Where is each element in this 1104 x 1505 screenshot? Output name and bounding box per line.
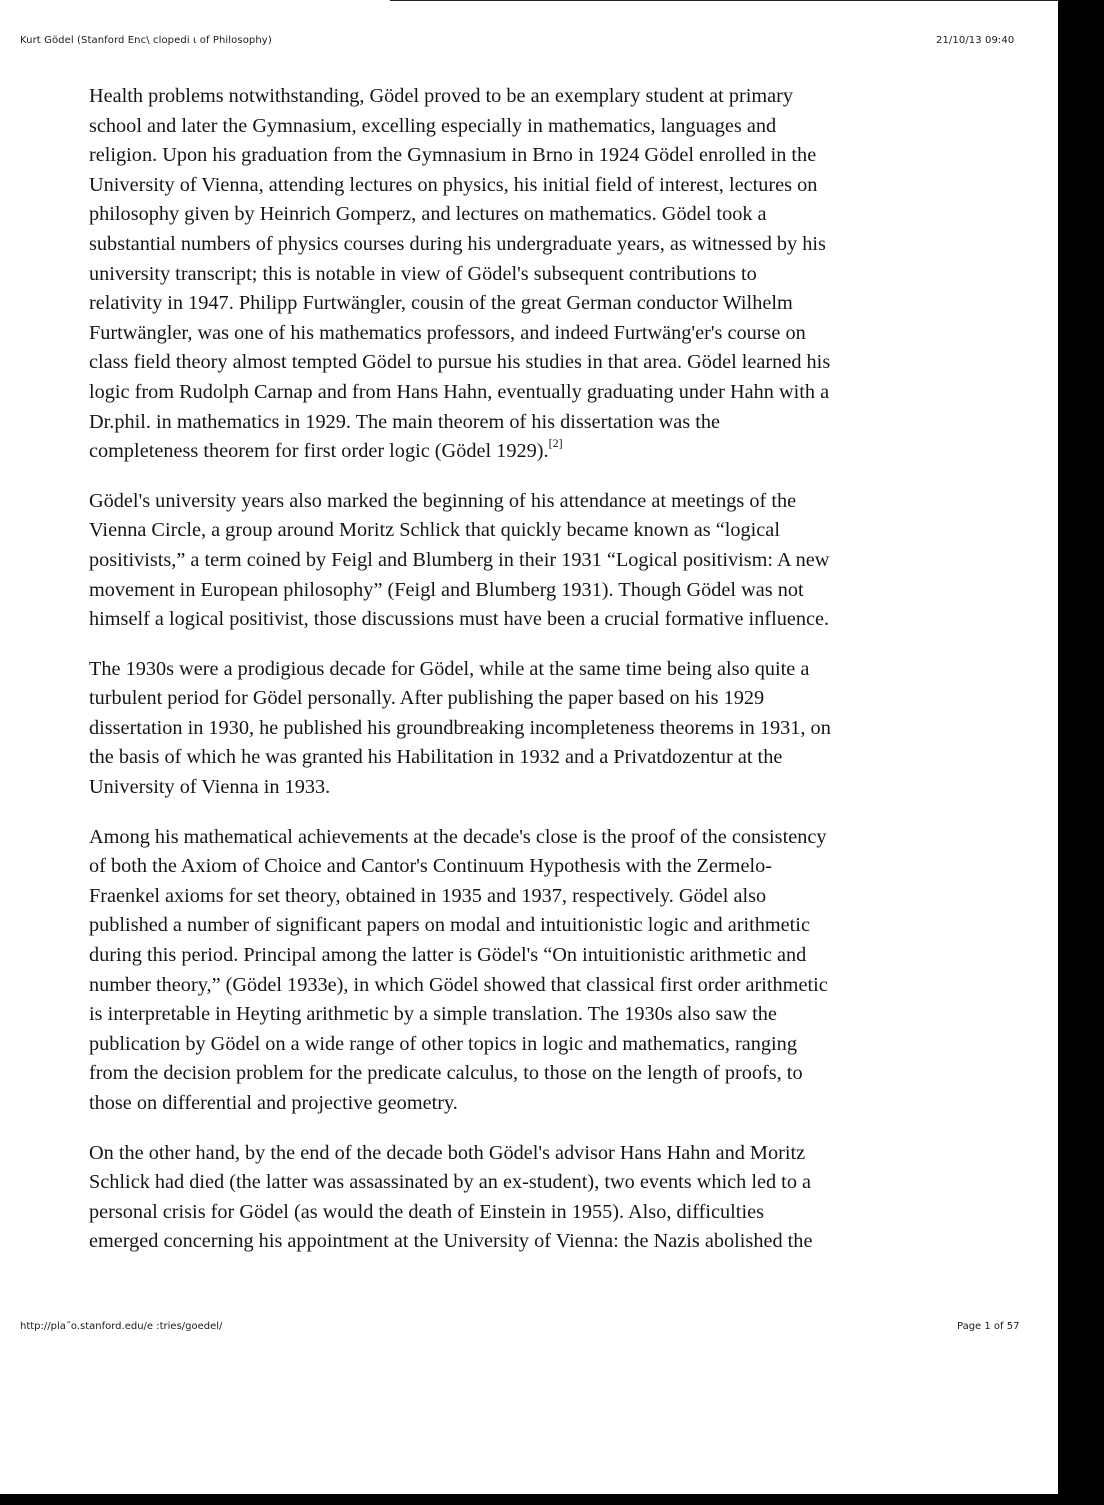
footnote-link[interactable]: [2] bbox=[548, 436, 563, 451]
text-line: religion. Upon his graduation from the Gymnasium in Brno in 1924 Gödel enrolled in the bbox=[89, 144, 817, 167]
scan-bottom-border bbox=[0, 1494, 1104, 1505]
text-line: Fraenkel axioms for set theory, obtained in 1935 and 1937, respectively. Gödel also bbox=[89, 884, 767, 907]
top-edge-rule bbox=[390, 0, 1058, 1]
text-line: from the decision problem for the predicate calculus, to those on the length of proofs, to bbox=[89, 1062, 803, 1085]
text-line: The 1930s were a prodigious decade for Gödel, while at the same time being also quite a bbox=[89, 657, 810, 680]
text-line: turbulent period for Gödel personally. After publishing the paper based on his 1929 bbox=[89, 687, 765, 710]
paragraph-crisis bbox=[89, 1139, 969, 1257]
text-line: substantial numbers of physics courses during his undergraduate years, as witnessed by his bbox=[89, 232, 826, 255]
text-line: of both the Axiom of Choice and Cantor's Continuum Hypothesis with the Zermelo- bbox=[89, 855, 772, 878]
text-line: himself a logical positivist, those discussions must have been a crucial formative influence. bbox=[89, 608, 830, 631]
running-header-title: Kurt Gödel (Stanford Enc\ clopedi ι of Philosophy) bbox=[20, 35, 272, 46]
text-line: University of Vienna in 1933. bbox=[89, 776, 331, 799]
running-footer-url: http://pla˝o.stanford.edu/e :tries/goedel/ bbox=[20, 1321, 223, 1332]
text-line: those on differential and projective geometry. bbox=[89, 1092, 458, 1114]
text-line: class field theory almost tempted Gödel to pursue his studies in that area. Gödel learned his bbox=[89, 351, 831, 374]
text-line: is interpretable in Heyting arithmetic by a simple translation. The 1930s also saw the bbox=[89, 1003, 777, 1026]
text-line-content: completeness theorem for first order logic (Gödel 1929). bbox=[89, 440, 549, 463]
text-line: Gödel's university years also marked the beginning of his attendance at meetings of the bbox=[89, 489, 797, 512]
text-line bbox=[89, 437, 969, 467]
paragraph-education bbox=[89, 82, 969, 467]
text-line: personal crisis for Gödel (as would the death of Einstein in 1955). Also, difficulties bbox=[89, 1200, 764, 1223]
text-line: relativity in 1947. Philipp Furtwängler, cousin of the great German conductor Wilhelm bbox=[89, 292, 793, 315]
text-line: publication by Gödel on a wide range of other topics in logic and mathematics, ranging bbox=[89, 1032, 797, 1055]
paragraph-achievements bbox=[89, 823, 969, 1119]
text-line: university transcript; this is notable in view of Gödel's subsequent contributions to bbox=[89, 262, 757, 285]
text-line: Schlick had died (the latter was assassinated by an ex-student), two events which led to a bbox=[89, 1171, 812, 1194]
page-number: Page 1 of 57 bbox=[957, 1321, 1020, 1332]
paragraph-1930s bbox=[89, 655, 969, 803]
text-line: Dr.phil. in mathematics in 1929. The main theorem of his dissertation was the bbox=[89, 410, 721, 433]
text-line: philosophy given by Heinrich Gomperz, and lectures on mathematics. Gödel took a bbox=[89, 203, 767, 226]
article-body bbox=[89, 82, 969, 1277]
text-line: Vienna Circle, a group around Moritz Schlick that quickly became known as “logical bbox=[89, 519, 780, 542]
text-line: during this period. Principal among the latter is Gödel's “On intuitionistic arithmetic and bbox=[89, 944, 807, 967]
text-line: University of Vienna, attending lectures on physics, his initial field of interest, lectures on bbox=[89, 173, 818, 196]
text-line: positivists,” a term coined by Feigl and Blumberg in their 1931 “Logical positivism: A new bbox=[89, 548, 830, 571]
text-line: dissertation in 1930, he published his groundbreaking incompleteness theorems in 1931, on bbox=[89, 716, 831, 739]
text-line: school and later the Gymnasium, excelling especially in mathematics, languages and bbox=[89, 114, 777, 137]
text-line: On the other hand, by the end of the decade both Gödel's advisor Hans Hahn and Moritz bbox=[89, 1141, 806, 1164]
text-line: number theory,” (Gödel 1933e), in which Gödel showed that classical first order arithmetic bbox=[89, 973, 828, 996]
text-line: Furtwängler, was one of his mathematics professors, and indeed Furtwäng'er's course on bbox=[89, 321, 806, 344]
text-line: logic from Rudolph Carnap and from Hans Hahn, eventually graduating under Hahn with a bbox=[89, 380, 830, 403]
paragraph-vienna-circle bbox=[89, 487, 969, 635]
running-header-timestamp: 21/10/13 09:40 bbox=[936, 35, 1015, 46]
text-line: published a number of significant papers on modal and intuitionistic logic and arithmetic bbox=[89, 914, 810, 937]
text-line: Health problems notwithstanding, Gödel proved to be an exemplary student at primary bbox=[89, 85, 794, 107]
text-line: the basis of which he was granted his Habilitation in 1932 and a Privatdozentur at the bbox=[89, 746, 783, 769]
text-line: movement in European philosophy” (Feigl and Blumberg 1931). Though Gödel was not bbox=[89, 578, 804, 601]
text-line: emerged concerning his appointment at the University of Vienna: the Nazis abolished the bbox=[89, 1230, 813, 1253]
text-line: Among his mathematical achievements at the decade's close is the proof of the consistency bbox=[89, 825, 827, 848]
